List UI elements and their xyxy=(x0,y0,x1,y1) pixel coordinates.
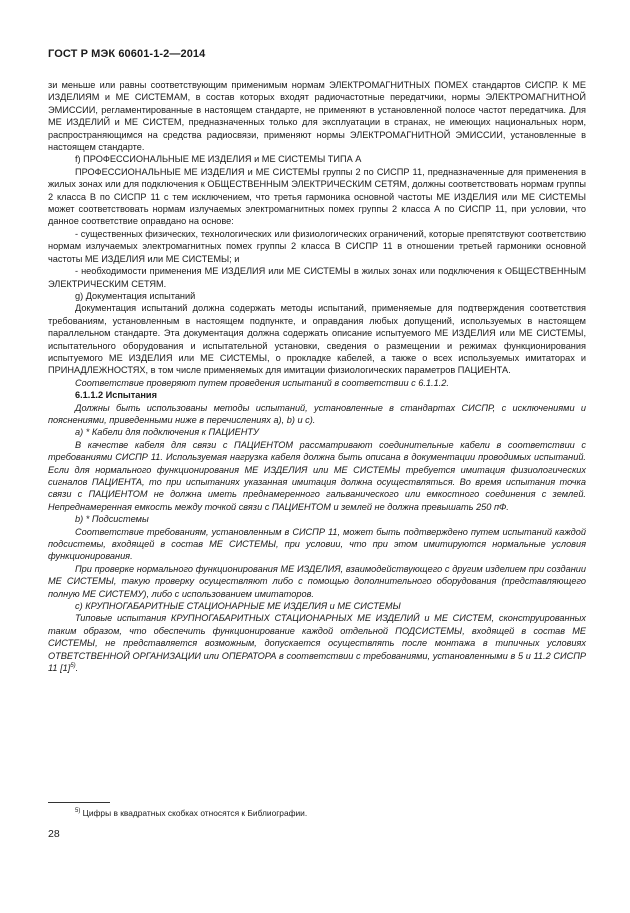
footnote-text: Цифры в квадратных скобках относятся к Библиографии. xyxy=(80,808,308,818)
paragraph: Должны быть использованы методы испытаний, установленные в стандартах СИСПР, с исключениями и пояснениями, приведенными ниже в перечислениях а), b) и с). xyxy=(48,402,586,425)
item-heading: g) Документация испытаний xyxy=(75,290,196,301)
paragraph: Соответствие требованиям, установленным в СИСПР 11, может быть подтверждено путем испытаний каждой подсистемы, входящей в состав МЕ СИСТЕМЫ, при условии, что при этом имитируются нормальные условия функционирования. xyxy=(48,526,586,562)
list-item: - необходимости применения МЕ ИЗДЕЛИЯ или МЕ СИСТЕМЫ в жилых зонах или подключения к ОБЩЕСТВЕННЫМ ЭЛЕКТРИЧЕСКИМ СЕТЯМ. xyxy=(48,266,586,289)
item-heading: f) ПРОФЕССИОНАЛЬНЫЕ МЕ ИЗДЕЛИЯ и МЕ СИСТЕМЫ ТИПА А xyxy=(75,154,362,165)
footnote-divider xyxy=(48,802,110,803)
paragraph: Документация испытаний должна содержать методы испытаний, применяемые для подтверждения соответствия требованиям, установленным в настоящем подпункте, и оправдания любых допущений, используемых в настоящем параллельном стандарте. Эта документация должна содержать описание испытуемого МЕ ИЗДЕЛИЯ или МЕ СИСТЕМЫ, испытательного оборудования и испытательной установки, сведения о размещении и режимах функционирования испытуемого МЕ ИЗДЕЛИЯ или МЕ СИСТЕМЫ, о прокладке кабелей, а также о всех используемых имитаторах и ПРИНАДЛЕЖНОСТЯХ, в том числе применяемых для имитации физиологических параметров ПАЦИЕНТА. xyxy=(48,303,586,376)
paragraph: В качестве кабеля для связи с ПАЦИЕНТОМ рассматривают соединительные кабели в соответствии с требованиями СИСПР 11. Используемая нагрузка кабеля должна быть описана в документации проводимых испытаний. Если для нормального функционирования МЕ ИЗДЕЛИЯ или МЕ СИСТЕМЫ требуется имитация физиологических сигналов ПАЦИЕНТА, то при испытаниях указанная имитация должна осуществляться. Во время испытания точка связи с ПАЦИЕНТОМ не должна иметь преднамеренного гальванического или емкостного соединения с землей. Непреднамеренная емкость между точкой связи с ПАЦИЕНТОМ и землей не должна превышать 250 пФ. xyxy=(48,439,586,512)
paragraph: При проверке нормального функционирования МЕ ИЗДЕЛИЯ, взаимодействующего с другим изделием при создании МЕ СИСТЕМЫ, такую проверку осуществляют либо с помощью дополнительного оборудования (представляющего полную МЕ СИСТЕМУ), либо с использованием имитаторов. xyxy=(48,563,586,599)
footnote-marker: 5) xyxy=(75,808,81,815)
paragraph: ПРОФЕССИОНАЛЬНЫЕ МЕ ИЗДЕЛИЯ и МЕ СИСТЕМЫ группы 2 по СИСПР 11, предназначенные для применения в жилых зонах или для подключения к ОБЩЕСТВЕННЫМ ЭЛЕКТРИЧЕСКИМ СЕТЯМ, должны соответствовать нормам группы 2 класса В по СИСПР 11 с тем исключением, что третья гармоника основной частоты МЕ ИЗДЕЛИЯ или МЕ СИСТЕМЫ может соответствовать нормам излучаемых электромагнитных помех группы 2 класса А по СИСПР 11, при условии, что данное соответствие оправдано на основе: xyxy=(48,166,586,227)
item-heading: a) * Кабели для подключения к ПАЦИЕНТУ xyxy=(75,427,259,438)
paragraph: зи меньше или равны соответствующим применимым нормам ЭЛЕКТРОМАГНИТНЫХ ПОМЕХ стандартов СИСПР. К МЕ ИЗДЕЛИЯМ и МЕ СИСТЕМАМ, в состав которых входят радиочастотные передатчики, нормы ЭЛЕКТРОМАГНИТНОЙ ЭМИССИИ, регламентированные в настоящем стандарте, не применяют в установленной полосе частот передатчика. Для МЕ ИЗДЕЛИЙ и МЕ СИСТЕМ, предназначенных только для эксплуатации в странах, не имеющих национальных норм, распространяющимся на средства радиосвязи, применяют нормы ЭЛЕКТРОМАГНИТНОЙ ЭМИССИИ, установленные в настоящем стандарте. xyxy=(48,80,586,153)
list-item: - существенных физических, технологических или физиологических ограничений, которые препятствуют соответствию нормам излучаемых электромагнитных помех группы 2 класса В СИСПР 11 в отношении третьей гармоники основной частоты МЕ ИЗДЕЛИЯ или МЕ СИСТЕМЫ; и xyxy=(48,228,586,264)
paragraph xyxy=(48,612,586,674)
compliance-statement: Соответствие проверяют путем проведения испытаний в соответствии с 6.1.1.2. xyxy=(75,377,449,388)
standard-title: ГОСТ Р МЭК 60601-1-2—2014 xyxy=(48,48,206,60)
paragraph-end: . xyxy=(75,663,79,674)
section-heading: 6.1.1.2 Испытания xyxy=(75,390,157,401)
page-body xyxy=(48,79,586,675)
item-heading: b) * Подсистемы xyxy=(75,514,149,525)
paragraph-text: Типовые испытания КРУПНОГАБАРИТНЫХ СТАЦИОНАРНЫХ МЕ ИЗДЕЛИЙ и МЕ СИСТЕМ, сконструированных таким образом, что обеспечить функционирование каждой отдельной ПОДСИСТЕМЫ, входящей в состав МЕ СИСТЕМЫ, не представляется возможным, допускается осуществлять после монтажа в типичных условиях ОТВЕТСТВЕННОЙ ОРГАНИЗАЦИИ или ОПЕРАТОРА в соответствии с требованиями, установленными в 5 и 11.2 СИСПР 11 [1] xyxy=(48,613,586,674)
footnote-reference: 5) xyxy=(70,663,76,670)
footnote xyxy=(75,808,307,818)
item-heading: c) КРУПНОГАБАРИТНЫЕ СТАЦИОНАРНЫЕ МЕ ИЗДЕЛИЯ и МЕ СИСТЕМЫ xyxy=(75,601,401,612)
page-number: 28 xyxy=(48,828,60,840)
